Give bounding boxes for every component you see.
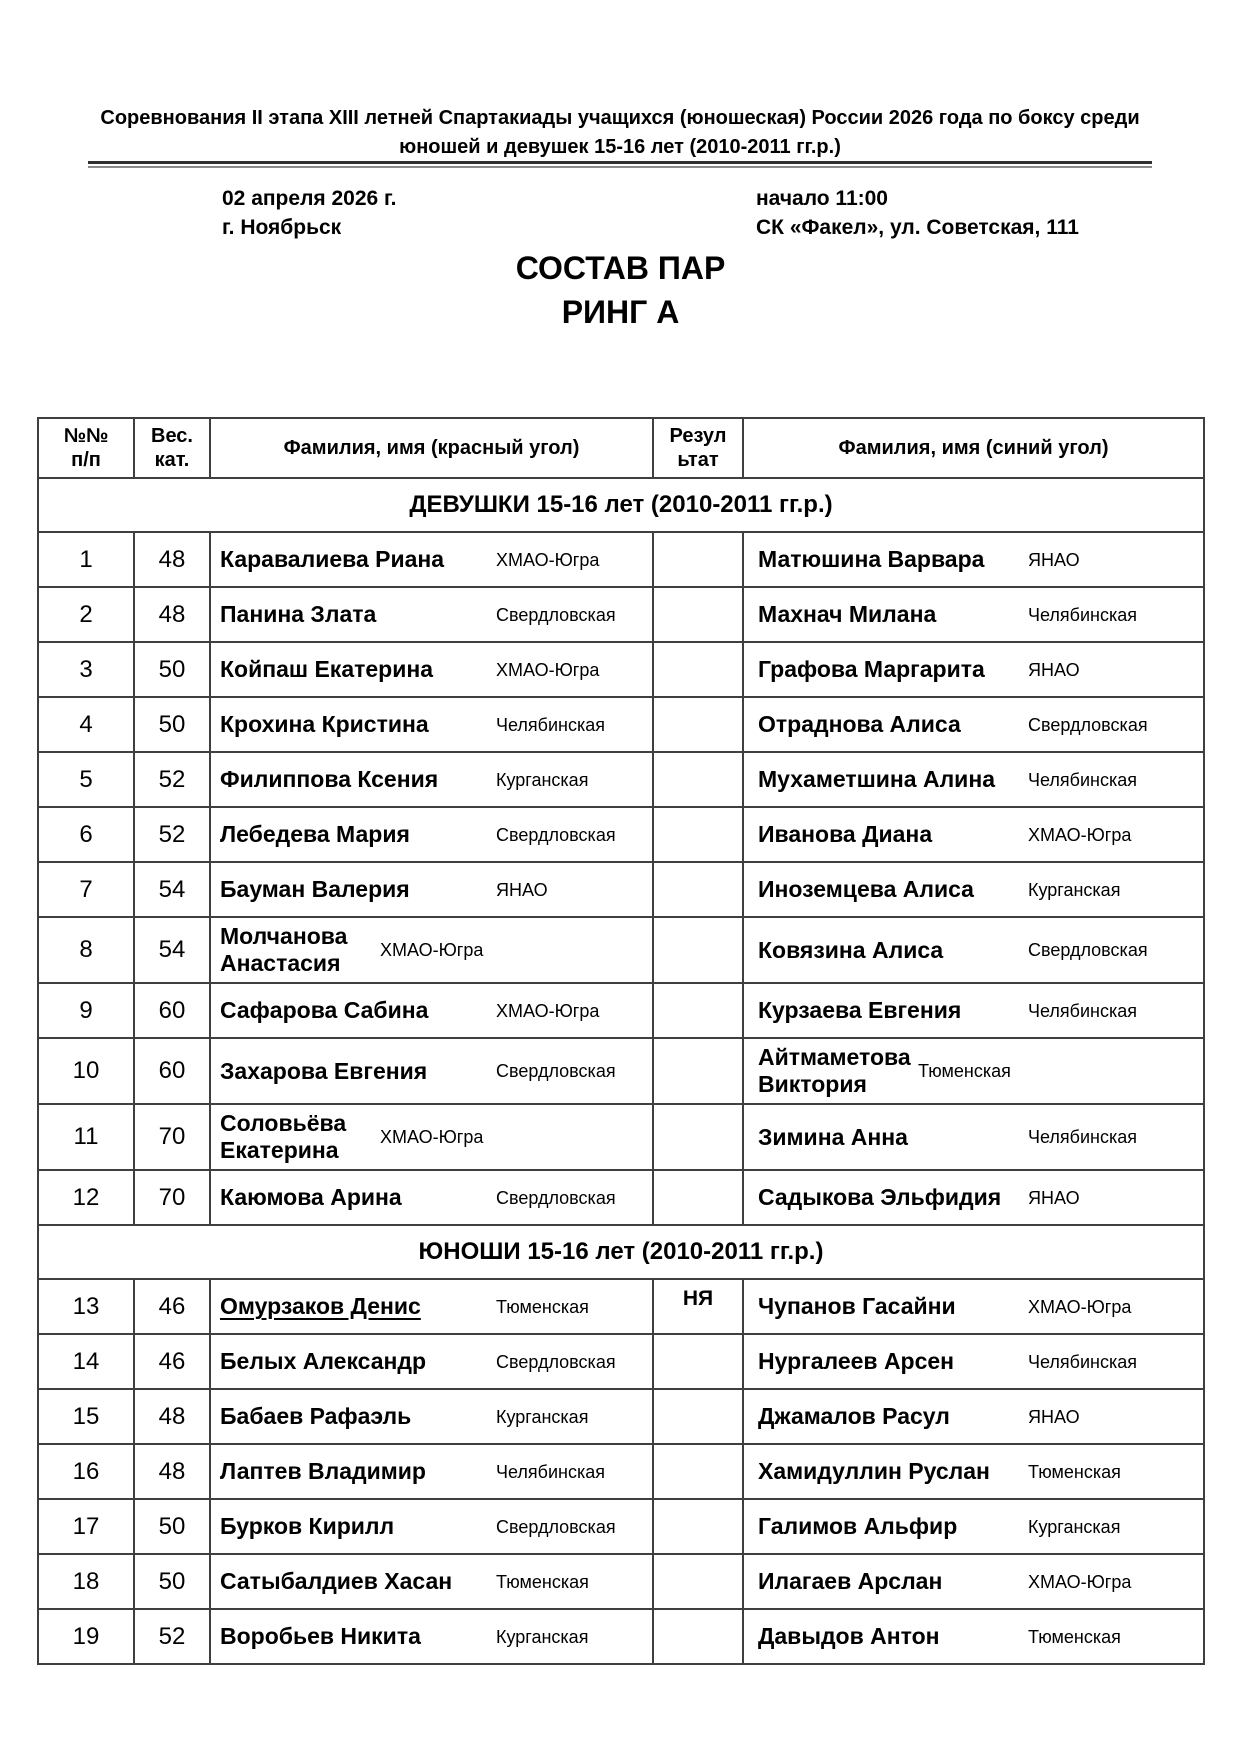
red-corner-region: ЯНАО: [496, 879, 548, 900]
weight-category: 52: [133, 808, 209, 861]
red-corner-cell: [209, 1105, 652, 1169]
col-number-header: [39, 419, 133, 477]
blue-corner-region: ХМАО-Югра: [1028, 824, 1132, 845]
blue-corner-cell: [742, 808, 1203, 861]
weight-category: 60: [133, 1039, 209, 1103]
table-row: [39, 1498, 1203, 1553]
table-row: [39, 1608, 1203, 1663]
result-cell: [652, 984, 742, 1037]
row-number: 19: [72, 1622, 100, 1650]
red-corner-cell: [209, 588, 652, 641]
blue-corner-region: ХМАО-Югра: [1028, 1571, 1132, 1592]
table-row: [39, 982, 1203, 1037]
row-number: 15: [72, 1402, 100, 1430]
table-row: [39, 1443, 1203, 1498]
blue-corner-region: Челябинская: [1028, 604, 1137, 625]
event-venue: СК «Факел», ул. Советская, 111: [756, 216, 1079, 239]
result-cell: [652, 1335, 742, 1388]
result-cell: [652, 1610, 742, 1663]
row-number: 1: [79, 545, 93, 573]
blue-corner-region: ЯНАО: [1028, 1187, 1080, 1208]
row-number: 2: [79, 600, 93, 628]
red-corner-name: Каюмова Арина: [220, 1184, 402, 1210]
red-corner-region: Свердловская: [496, 824, 616, 845]
weight-category: 70: [133, 1105, 209, 1169]
red-corner-region: Свердловская: [496, 1351, 616, 1372]
event-date: 02 апреля 2026 г.: [222, 187, 397, 210]
blue-corner-region: ЯНАО: [1028, 659, 1080, 680]
red-corner-name: Филиппова Ксения: [220, 766, 439, 792]
red-corner-region: ХМАО-Югра: [496, 1000, 600, 1021]
blue-corner-name: Чупанов Гасайни: [758, 1293, 956, 1319]
result-cell: [652, 918, 742, 982]
red-corner-cell: [209, 753, 652, 806]
weight-category: 48: [133, 1390, 209, 1443]
weight-category: 48: [133, 533, 209, 586]
result-cell: [652, 1039, 742, 1103]
red-corner-cell: [209, 984, 652, 1037]
result-cell: [652, 1280, 742, 1333]
red-corner-cell: [209, 1500, 652, 1553]
row-number: 14: [72, 1347, 100, 1375]
row-number: 8: [79, 936, 93, 963]
row-number: 6: [79, 820, 93, 848]
table-row: [39, 531, 1203, 586]
section-header: [39, 1224, 1203, 1278]
blue-corner-cell: [742, 984, 1203, 1037]
table-row: [39, 916, 1203, 982]
col-number-header-line1: №№: [63, 425, 109, 447]
event-date-place: [222, 184, 397, 242]
red-corner-cell: [209, 1280, 652, 1333]
red-corner-name: Воробьев Никита: [220, 1623, 421, 1649]
col-blue-corner-header-label: Фамилия, имя (синий угол): [838, 437, 1109, 459]
red-corner-name: Лебедева Мария: [220, 821, 410, 847]
red-corner-name: Молчанова Анастасия: [220, 923, 348, 976]
red-corner-cell: [209, 698, 652, 751]
red-corner-name: Бауман Валерия: [220, 876, 410, 902]
row-number: 16: [72, 1457, 100, 1485]
table-row: [39, 586, 1203, 641]
result-cell: [652, 1171, 742, 1224]
row-number: 13: [72, 1292, 100, 1320]
result-cell: [652, 1445, 742, 1498]
red-corner-region: ХМАО-Югра: [496, 549, 600, 570]
weight-category: 52: [133, 753, 209, 806]
weight-category: 48: [133, 1445, 209, 1498]
result-cell: [652, 863, 742, 916]
blue-corner-name: Курзаева Евгения: [758, 997, 962, 1023]
col-weight-header: [133, 419, 209, 477]
result-value: НЯ: [682, 1287, 714, 1310]
weight-category: 60: [133, 984, 209, 1037]
col-result-header-line2: ьтат: [677, 449, 719, 471]
blue-corner-cell: [742, 533, 1203, 586]
red-corner-region: Тюменская: [496, 1571, 589, 1592]
red-corner-cell: [209, 1445, 652, 1498]
red-corner-region: Челябинская: [496, 1461, 605, 1482]
red-corner-region: Курганская: [496, 769, 589, 790]
row-number: 7: [79, 875, 93, 903]
blue-corner-name: Галимов Альфир: [758, 1513, 958, 1539]
result-cell: [652, 533, 742, 586]
section-header: [39, 477, 1203, 531]
blue-corner-cell: [742, 1335, 1203, 1388]
blue-corner-name: Графова Маргарита: [758, 656, 985, 682]
table-row: [39, 1333, 1203, 1388]
result-cell: [652, 588, 742, 641]
weight-category: 70: [133, 1171, 209, 1224]
col-weight-header-line1: Вес.: [151, 425, 193, 447]
blue-corner-region: Курганская: [1028, 1516, 1121, 1537]
blue-corner-name: Отраднова Алиса: [758, 711, 961, 737]
blue-corner-cell: [742, 588, 1203, 641]
blue-corner-cell: [742, 1105, 1203, 1169]
row-number: 18: [72, 1567, 100, 1595]
red-corner-region: Свердловская: [496, 1516, 616, 1537]
blue-corner-region: Свердловская: [1028, 714, 1148, 735]
weight-category: 46: [133, 1280, 209, 1333]
document-title-line1: СОСТАВ ПАР: [515, 250, 726, 286]
blue-corner-cell: [742, 1390, 1203, 1443]
col-number-header-line2: п/п: [71, 449, 101, 471]
red-corner-cell: [209, 1039, 652, 1103]
blue-corner-cell: [742, 918, 1203, 982]
blue-corner-region: Тюменская: [1028, 1626, 1121, 1647]
red-corner-name: Белых Александр: [220, 1348, 427, 1374]
blue-corner-name: Илагаев Арслан: [758, 1568, 943, 1594]
red-corner-name: Захарова Евгения: [220, 1057, 428, 1084]
weight-category: 50: [133, 1500, 209, 1553]
blue-corner-region: Челябинская: [1028, 1351, 1137, 1372]
blue-corner-cell: [742, 753, 1203, 806]
result-cell: [652, 753, 742, 806]
weight-category: 46: [133, 1335, 209, 1388]
red-corner-region: Курганская: [496, 1626, 589, 1647]
red-corner-region: Курганская: [496, 1406, 589, 1427]
blue-corner-region: Челябинская: [1028, 1127, 1137, 1147]
red-corner-cell: [209, 1335, 652, 1388]
blue-corner-cell: [742, 1500, 1203, 1553]
row-number: 4: [79, 710, 93, 738]
blue-corner-region: Челябинская: [1028, 769, 1137, 790]
event-time-venue: [756, 184, 1079, 242]
section-title: ЮНОШИ 15-16 лет (2010-2011 гг.р.): [418, 1238, 824, 1265]
row-number: 9: [79, 996, 93, 1024]
result-cell: [652, 808, 742, 861]
red-corner-region: ХМАО-Югра: [496, 659, 600, 680]
row-number: 5: [79, 765, 93, 793]
blue-corner-name: Давыдов Антон: [758, 1623, 940, 1649]
blue-corner-cell: [742, 1555, 1203, 1608]
red-corner-name: Соловьёва Екатерина: [220, 1110, 347, 1163]
blue-corner-name: Садыкова Эльфидия: [758, 1184, 1002, 1210]
red-corner-name: Крохина Кристина: [220, 711, 429, 737]
red-corner-region: ХМАО-Югра: [380, 940, 484, 960]
table-header-row: [39, 419, 1203, 477]
result-cell: [652, 698, 742, 751]
result-cell: [652, 1390, 742, 1443]
row-number: 10: [72, 1057, 100, 1084]
header-rule: [88, 161, 1152, 168]
row-number: 12: [72, 1183, 100, 1211]
document-title-line2: РИНГ А: [561, 294, 680, 330]
red-corner-cell: [209, 808, 652, 861]
table-row: [39, 1103, 1203, 1169]
pairs-table: [37, 417, 1205, 1665]
red-corner-cell: [209, 1610, 652, 1663]
blue-corner-cell: [742, 698, 1203, 751]
blue-corner-region: Курганская: [1028, 879, 1121, 900]
blue-corner-name: Матюшина Варвара: [758, 546, 985, 572]
col-red-corner-header-label: Фамилия, имя (красный угол): [283, 437, 580, 459]
red-corner-name: Панина Злата: [220, 601, 377, 627]
weight-category: 50: [133, 698, 209, 751]
table-row: [39, 806, 1203, 861]
weight-category: 54: [133, 863, 209, 916]
blue-corner-region: ХМАО-Югра: [1028, 1296, 1132, 1317]
blue-corner-name: Ковязина Алиса: [758, 936, 944, 963]
blue-corner-cell: [742, 1039, 1203, 1103]
red-corner-cell: [209, 533, 652, 586]
red-corner-region: Свердловская: [496, 604, 616, 625]
red-corner-cell: [209, 1390, 652, 1443]
table-row: [39, 1169, 1203, 1224]
result-cell: [652, 1500, 742, 1553]
blue-corner-name: Джамалов Расул: [758, 1403, 950, 1429]
document-title: [0, 246, 1241, 334]
blue-corner-name: Иванова Диана: [758, 821, 933, 847]
blue-corner-name: Хамидуллин Руслан: [758, 1458, 990, 1484]
red-corner-cell: [209, 643, 652, 696]
table-row: [39, 1037, 1203, 1103]
red-corner-region: Свердловская: [496, 1187, 616, 1208]
table-row: [39, 1553, 1203, 1608]
blue-corner-cell: [742, 1610, 1203, 1663]
blue-corner-name: Айтмаметова Виктория: [758, 1044, 911, 1097]
row-number: 11: [73, 1123, 99, 1150]
table-row: [39, 1278, 1203, 1333]
event-start-time: начало 11:00: [756, 187, 888, 210]
col-blue-corner-header: [742, 419, 1203, 477]
weight-category: 52: [133, 1610, 209, 1663]
blue-corner-name: Зимина Анна: [758, 1123, 908, 1150]
red-corner-name: Сатыбалдиев Хасан: [220, 1568, 453, 1594]
red-corner-name: Сафарова Сабина: [220, 997, 429, 1023]
result-cell: [652, 643, 742, 696]
blue-corner-region: ЯНАО: [1028, 549, 1080, 570]
red-corner-region: ХМАО-Югра: [380, 1127, 484, 1147]
col-weight-header-line2: кат.: [154, 449, 190, 471]
table-row: [39, 696, 1203, 751]
result-cell: [652, 1105, 742, 1169]
table-row: [39, 641, 1203, 696]
col-red-corner-header: [209, 419, 652, 477]
red-corner-name: Каравалиева Риана: [220, 546, 445, 572]
blue-corner-region: ЯНАО: [1028, 1406, 1080, 1427]
table-row: [39, 1388, 1203, 1443]
red-corner-name: Лаптев Владимир: [220, 1458, 426, 1484]
blue-corner-name: Нургалеев Арсен: [758, 1348, 955, 1374]
row-number: 17: [72, 1512, 100, 1540]
weight-category: 50: [133, 1555, 209, 1608]
red-corner-name: Койпаш Екатерина: [220, 656, 434, 682]
table-row: [39, 861, 1203, 916]
weight-category: 54: [133, 918, 209, 982]
result-cell: [652, 1555, 742, 1608]
blue-corner-cell: [742, 1445, 1203, 1498]
red-corner-cell: [209, 863, 652, 916]
blue-corner-cell: [742, 1280, 1203, 1333]
blue-corner-region: Тюменская: [1028, 1461, 1121, 1482]
col-result-header: [652, 419, 742, 477]
red-corner-name: Бурков Кирилл: [220, 1513, 395, 1539]
blue-corner-region: Свердловская: [1028, 940, 1148, 960]
red-corner-cell: [209, 918, 652, 982]
red-corner-region: Свердловская: [496, 1061, 616, 1081]
table-row: [39, 751, 1203, 806]
weight-category: 50: [133, 643, 209, 696]
competition-title: Соревнования II этапа XIII летней Спартакиады учащихся (юношеская) России 2026 года по боксу среди юношей и девушек 15-16 лет (2010-2011 гг.р.): [100, 107, 1140, 158]
blue-corner-name: Махнач Милана: [758, 601, 937, 627]
red-corner-cell: [209, 1171, 652, 1224]
blue-corner-name: Мухаметшина Алина: [758, 766, 996, 792]
blue-corner-cell: [742, 643, 1203, 696]
red-corner-region: Челябинская: [496, 714, 605, 735]
weight-category: 48: [133, 588, 209, 641]
section-title: ДЕВУШКИ 15-16 лет (2010-2011 гг.р.): [409, 491, 833, 518]
blue-corner-region: Челябинская: [1028, 1000, 1137, 1021]
red-corner-name: Омурзаков Денис: [220, 1293, 421, 1319]
col-result-header-line1: Резул: [669, 425, 727, 447]
row-number: 3: [79, 655, 93, 683]
event-city: г. Ноябрьск: [222, 216, 342, 239]
blue-corner-name: Иноземцева Алиса: [758, 876, 974, 902]
blue-corner-region: Тюменская: [918, 1061, 1011, 1081]
blue-corner-cell: [742, 863, 1203, 916]
blue-corner-cell: [742, 1171, 1203, 1224]
red-corner-cell: [209, 1555, 652, 1608]
red-corner-region: Тюменская: [496, 1296, 589, 1317]
red-corner-name: Бабаев Рафаэль: [220, 1403, 412, 1429]
